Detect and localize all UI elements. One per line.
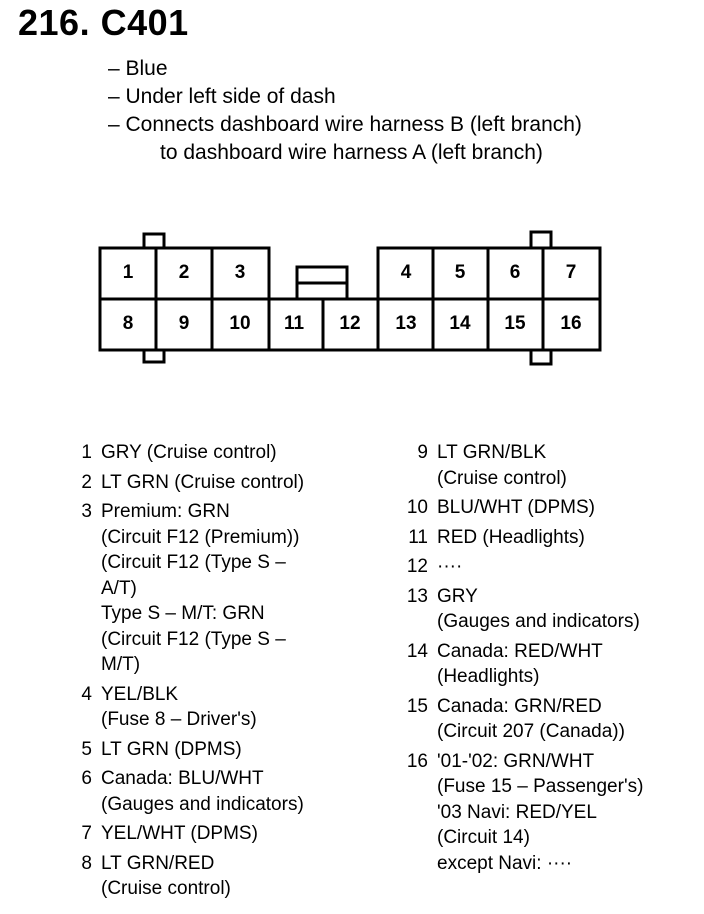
cavity-13: 13 <box>395 313 417 334</box>
pin-entry <box>384 495 643 521</box>
pin-description-line: M/T) <box>101 654 141 675</box>
pin-description-line: (Headlights) <box>437 666 540 687</box>
pin-entry <box>384 554 643 580</box>
cavity-9: 9 <box>178 313 190 334</box>
pin-description <box>428 639 603 690</box>
pin-number: 5 <box>81 738 92 760</box>
cavity-2: 2 <box>178 262 190 283</box>
pin-entry <box>384 525 643 551</box>
pin-entry <box>70 499 304 678</box>
note-location: – Under left side of dash <box>108 85 336 108</box>
cavity-8: 8 <box>122 313 134 334</box>
pin-description-line: GRY (Cruise control) <box>101 442 277 463</box>
pin-number: 13 <box>406 585 428 607</box>
pin-description <box>428 554 462 580</box>
pin-number: 15 <box>406 695 428 717</box>
note-connects: – Connects dashboard wire harness B (left branch) <box>108 113 582 136</box>
pin-description <box>92 766 304 817</box>
pin-description-line: Type S – M/T: GRN <box>101 603 265 624</box>
pin-number: 3 <box>81 501 92 522</box>
pin-entry <box>70 737 304 763</box>
pin-entry <box>70 440 304 466</box>
pin-description <box>428 749 643 877</box>
lock-tab-top-right <box>531 232 551 248</box>
pin-description <box>92 851 231 902</box>
pin-description <box>428 495 595 521</box>
pin-number: 1 <box>81 442 92 463</box>
pin-description-line: Canada: BLU/WHT <box>101 768 264 789</box>
pin-description <box>428 525 585 551</box>
cavity-5: 5 <box>454 262 466 283</box>
note-connects-continued: to dashboard wire harness A (left branch) <box>160 141 543 164</box>
pin-description-line: BLU/WHT (DPMS) <box>437 497 595 518</box>
pin-description-line: (Cruise control) <box>437 467 567 489</box>
pin-number: 16 <box>406 750 428 772</box>
pin-description <box>92 499 299 678</box>
pin-description-line: LT GRN (DPMS) <box>101 738 242 760</box>
pin-description <box>92 682 257 733</box>
cavity-10: 10 <box>229 313 251 334</box>
pin-number: 8 <box>81 852 92 874</box>
pin-description-line: ···· <box>437 556 463 577</box>
pin-list-left <box>70 440 304 906</box>
cavity-1: 1 <box>122 262 134 283</box>
pin-description-line: (Fuse 8 – Driver's) <box>101 709 257 730</box>
pin-entry <box>70 821 304 847</box>
pin-description <box>428 584 640 635</box>
pin-entry <box>384 639 643 690</box>
pin-description-line: Canada: GRN/RED <box>437 695 602 717</box>
pin-description-line: A/T) <box>101 577 137 599</box>
pin-entry <box>70 682 304 733</box>
cavity-3: 3 <box>234 262 246 283</box>
cavity-14: 14 <box>449 313 471 334</box>
pin-number: 14 <box>406 640 428 662</box>
cavity-4: 4 <box>400 262 412 283</box>
lock-tab-top-left <box>144 234 164 248</box>
pin-description-line: LT GRN (Cruise control) <box>101 471 305 493</box>
pin-description-line: YEL/BLK <box>101 683 179 705</box>
pin-description-line: (Cruise control) <box>101 878 231 899</box>
pin-description-line: RED (Headlights) <box>437 526 585 548</box>
pin-entry <box>70 766 304 817</box>
pin-description-line: Premium: GRN <box>101 501 230 522</box>
pin-number: 2 <box>81 471 92 493</box>
pin-description <box>428 694 625 745</box>
pin-number: 7 <box>81 823 92 844</box>
pin-description-line: (Circuit F12 (Type S – <box>101 552 286 573</box>
cavity-16: 16 <box>560 313 582 334</box>
pin-entry <box>384 749 643 877</box>
page-title: 216. C401 <box>18 2 189 43</box>
pin-description-line: (Gauges and indicators) <box>437 611 640 632</box>
pin-description-line: except Navi: ···· <box>437 852 573 874</box>
pin-description-line: GRY <box>437 585 478 607</box>
pin-description <box>92 821 258 847</box>
pin-description <box>92 737 242 763</box>
pin-entry <box>384 440 643 491</box>
pin-entry <box>70 851 304 902</box>
cavity-7: 7 <box>565 262 577 283</box>
note-color: – Blue <box>108 57 168 80</box>
pin-description <box>92 440 277 466</box>
pin-number: 9 <box>417 442 428 463</box>
pin-entry <box>70 470 304 496</box>
pin-description-line: Canada: RED/WHT <box>437 640 603 662</box>
pin-description <box>92 470 304 496</box>
pin-number: 11 <box>408 526 428 548</box>
pin-description-line: (Gauges and indicators) <box>101 793 304 815</box>
pin-description-line: YEL/WHT (DPMS) <box>101 823 258 844</box>
cavity-12: 12 <box>339 313 361 334</box>
pin-number: 4 <box>81 683 92 705</box>
pin-entry <box>384 694 643 745</box>
pin-description-line: (Fuse 15 – Passenger's) <box>437 776 644 797</box>
pin-list-right <box>384 440 643 880</box>
cavity-6: 6 <box>509 262 521 283</box>
pin-description-line: '01-'02: GRN/WHT <box>437 750 595 772</box>
pin-number: 6 <box>81 768 92 789</box>
cavity-11: 11 <box>283 313 305 334</box>
pin-number: 10 <box>406 497 428 518</box>
pin-description-line: (Circuit F12 (Premium)) <box>101 526 300 548</box>
pin-description-line: (Circuit F12 (Type S – <box>101 628 286 650</box>
pin-description-line: LT GRN/RED <box>101 852 215 874</box>
pin-description-line: '03 Navi: RED/YEL <box>437 801 597 823</box>
pin-description <box>428 440 567 491</box>
pin-description-line: LT GRN/BLK <box>437 442 547 463</box>
pin-number: 12 <box>406 556 428 577</box>
cavity-15: 15 <box>504 313 526 334</box>
pin-entry <box>384 584 643 635</box>
pin-description-line: (Circuit 14) <box>437 827 530 848</box>
pin-description-line: (Circuit 207 (Canada)) <box>437 721 625 742</box>
